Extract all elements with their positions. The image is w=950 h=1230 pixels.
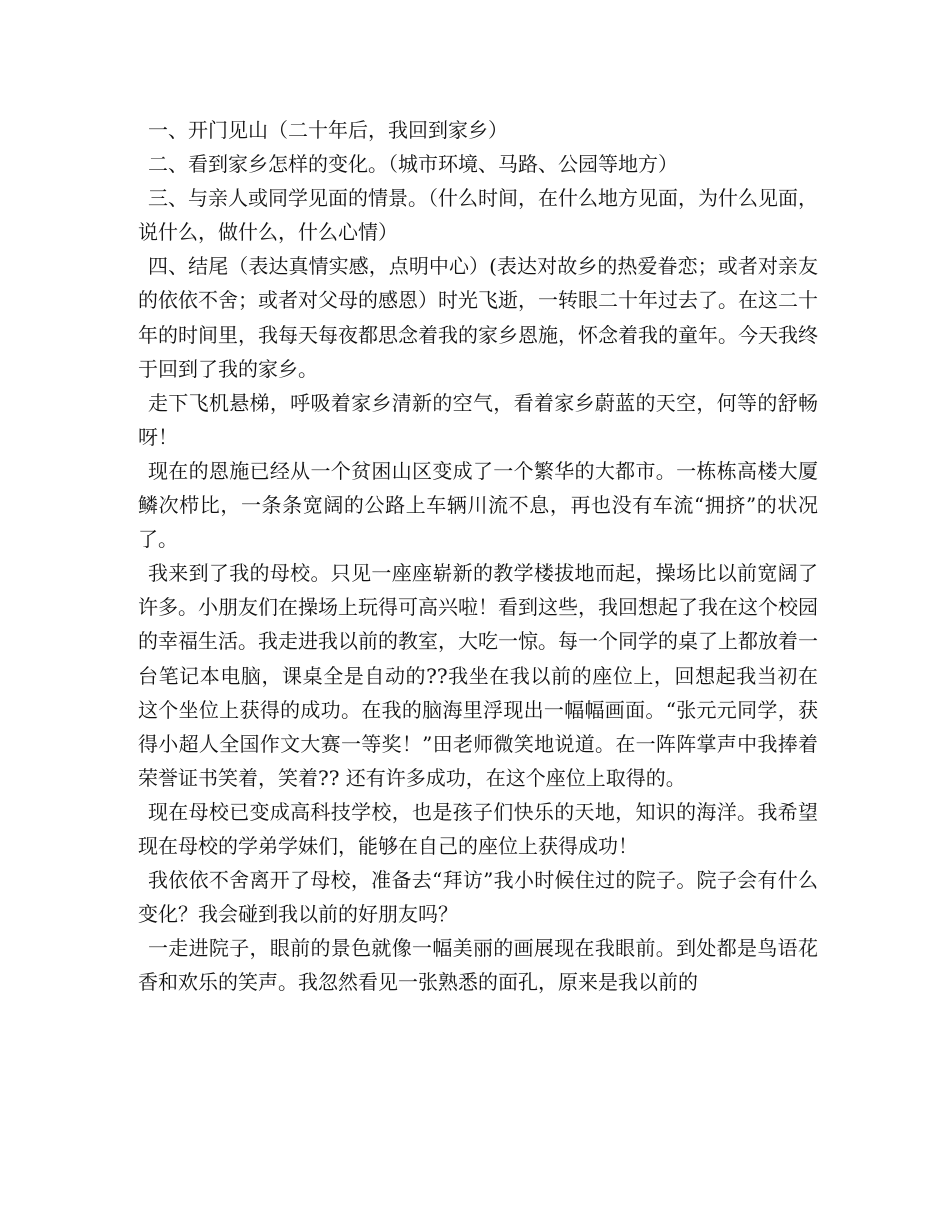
body-paragraph-airport: 走下飞机悬梯，呼吸着家乡清新的空气，看着家乡蔚蓝的天空，何等的舒畅呀！ — [138, 390, 818, 449]
body-paragraph-courtyard-visit: 我依依不舍离开了母校，准备去“拜访”我小时候住过的院子。院子会有什么变化？我会碰到我以前的好朋友吗？ — [138, 868, 818, 927]
outline-item-1: 一、开门见山（二十年后，我回到家乡） — [148, 118, 508, 142]
body-paragraph-city: 现在的恩施已经从一个贫困山区变成了一个繁华的大都市。一栋栋高楼大厦鳞次栉比，一条条宽阔的公路上车辆川流不息，再也没有车流“拥挤”的状况了。 — [138, 458, 818, 552]
document-page — [138, 113, 818, 999]
outline-item-4: 四、结尾（表达真情实感，点明中心）(表达对故乡的热爱眷恋；或者对亲友的依依不舍；或者对父母的感恩）时光飞逝，一转眼二十年过去了。在这二十年的时间里，我每天每夜都思念着我的家乡恩施，怀念着我的童年。今天我终于回到了我的家乡。 — [138, 254, 818, 381]
outline-item-3: 三、与亲人或同学见面的情景。（什么时间，在什么地方见面，为什么见面，说什么，做什么，什么心情） — [138, 186, 818, 245]
outline-item-2: 二、看到家乡怎样的变化。（城市环境、马路、公园等地方） — [148, 152, 678, 177]
body-paragraph-courtyard: 一走进院子，眼前的景色就像一幅美丽的画展现在我眼前。到处都是鸟语花香和欢乐的笑声。我忽然看见一张熟悉的面孔，原来是我以前的 — [138, 936, 818, 995]
body-paragraph-school: 我来到了我的母校。只见一座座崭新的教学楼拔地而起，操场比以前宽阔了许多。小朋友们在操场上玩得可高兴啦！看到这些，我回想起了我在这个校园的幸福生活。我走进我以前的教室，大吃一惊。每一个同学的桌了上都放着一台笔记本电脑，课桌全是自动的??我坐在我以前的座位上，回想起我当初在这个坐位上获得的成功。在我的脑海里浮现出一幅幅画面。“张元元同学，获得小超人全国作文大赛一等奖！”田老师微笑地说道。在一阵阵掌声中我捧着荣誉证书笑着，笑着?? 还有许多成功，在这个座位上取得的。 — [138, 561, 818, 790]
body-paragraph-school-now: 现在母校已变成高科技学校，也是孩子们快乐的天地，知识的海洋。我希望现在母校的学弟学妹们，能够在自己的座位上获得成功！ — [138, 799, 818, 858]
